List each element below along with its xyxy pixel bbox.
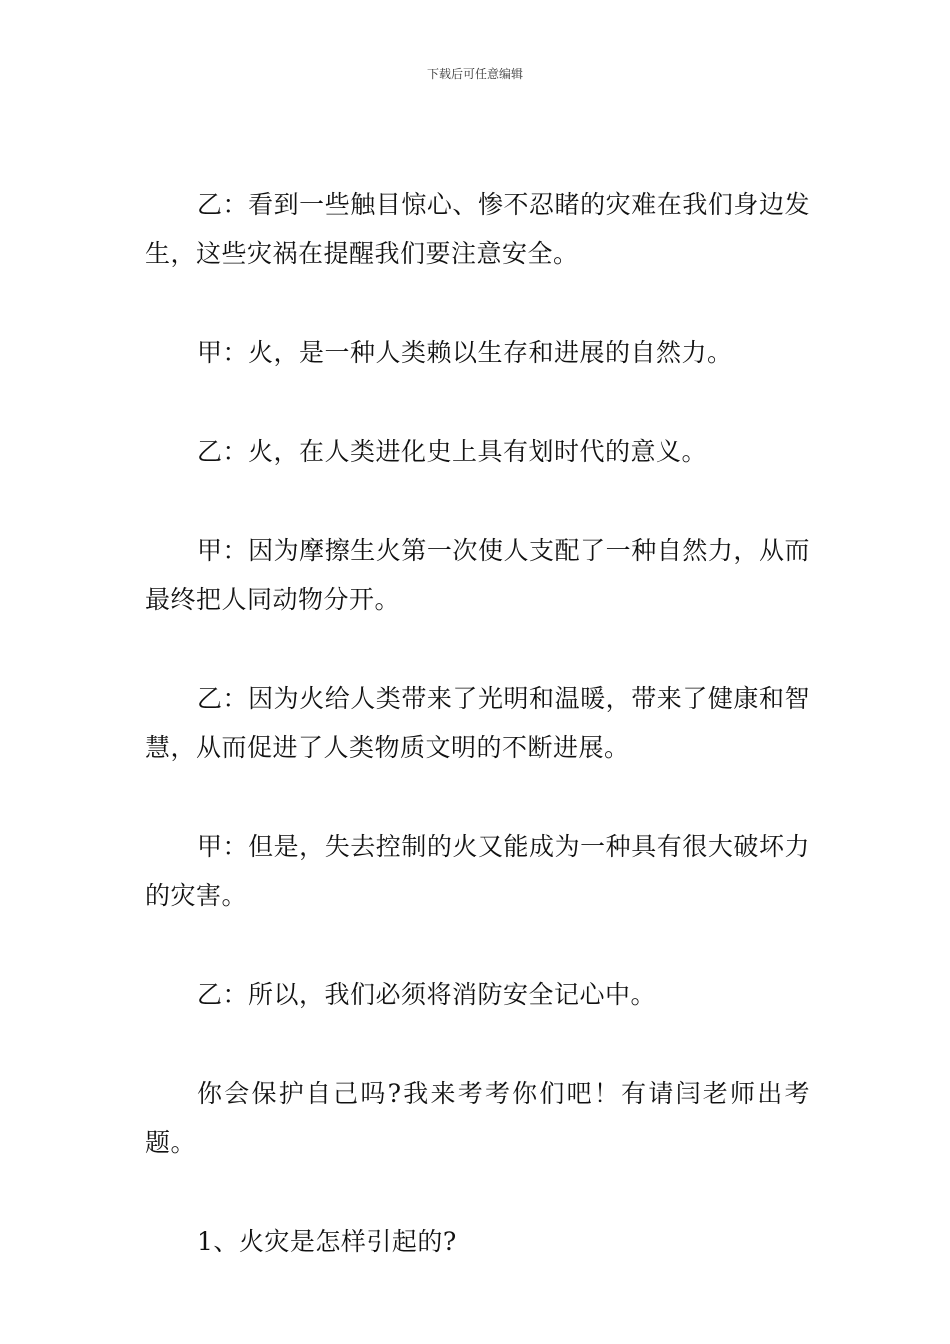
paragraph-gap [145, 772, 810, 822]
paragraph-gap [145, 1019, 810, 1069]
paragraph: 甲：火，是一种人类赖以生存和进展的自然力。 [197, 338, 733, 367]
page-header: 下载后可任意编辑 [426, 67, 523, 81]
paragraph: 乙：因为火给人类带来了光明和温暖，带来了健康和智慧，从而促进了人类物质文明的不断进展。 [145, 684, 810, 762]
paragraph-gap [145, 1167, 810, 1217]
paragraph-gap [145, 624, 810, 674]
paragraph: 甲：但是，失去控制的火又能成为一种具有很大破坏力的灾害。 [145, 832, 810, 910]
paragraph: 你会保护自己吗?我来考考你们吧！有请闫老师出考题。 [145, 1079, 810, 1157]
paragraph: 甲：因为摩擦生火第一次使人支配了一种自然力，从而最终把人同动物分开。 [145, 536, 810, 614]
paragraph-gap [145, 278, 810, 328]
paragraph: 乙：看到一些触目惊心、惨不忍睹的灾难在我们身边发生，这些灾祸在提醒我们要注意安全。 [145, 190, 810, 268]
paragraph-gap [145, 920, 810, 970]
paragraph-gap [145, 377, 810, 427]
document-body [145, 180, 810, 1266]
paragraph: 乙：所以，我们必须将消防安全记心中。 [197, 980, 657, 1009]
paragraph-gap [145, 476, 810, 526]
paragraph: 乙：火，在人类进化史上具有划时代的意义。 [197, 437, 708, 466]
paragraph: 1、火灾是怎样引起的? [197, 1227, 457, 1256]
